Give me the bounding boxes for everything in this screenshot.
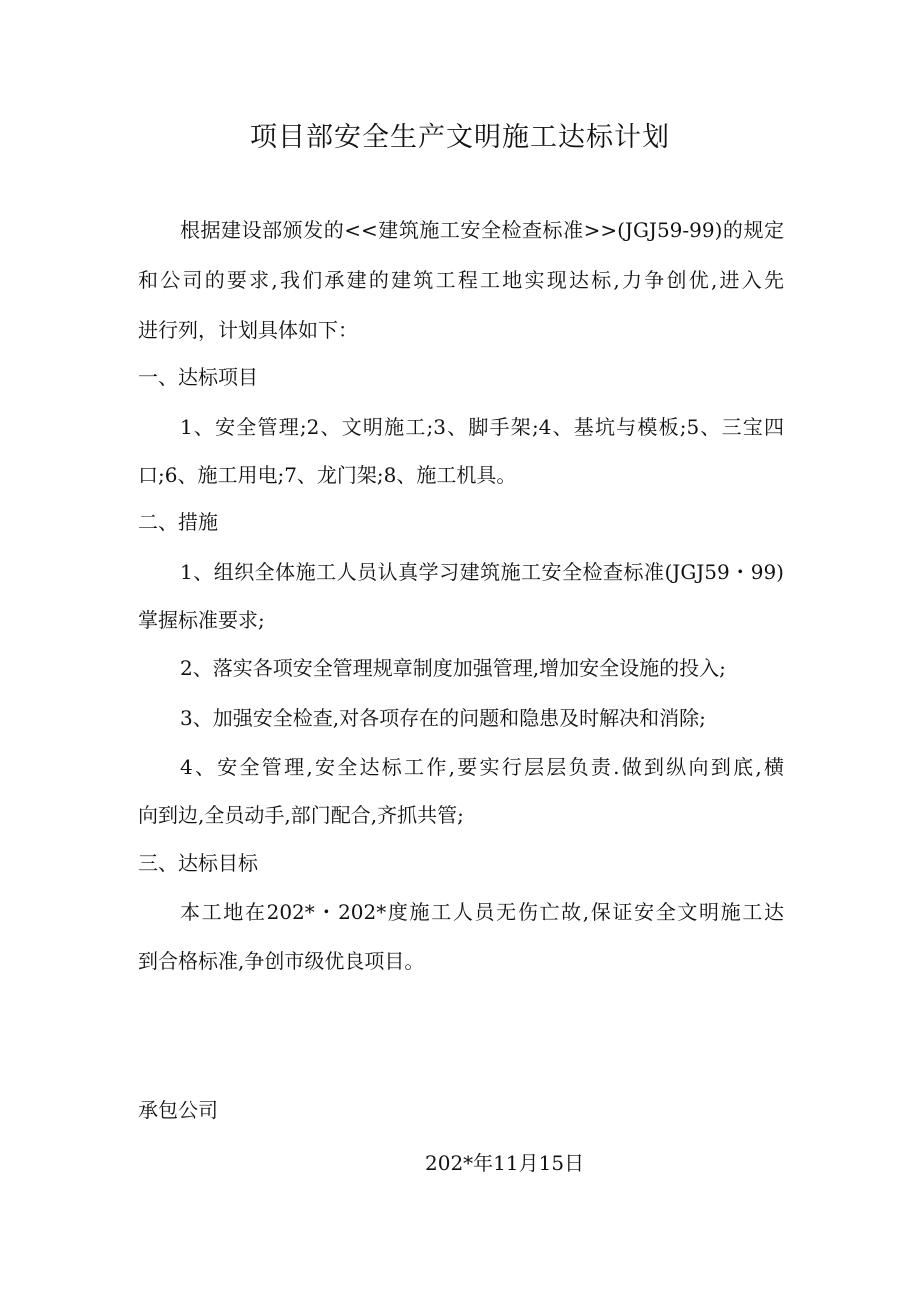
section-3-line-2: 到合格标准,争创市级优良项目。 [138, 949, 425, 973]
intro-line-2: 和公司的要求,我们承建的建筑工程工地实现达标,力争创优,进入先 [138, 268, 784, 292]
signature-company: 承包公司 [138, 1098, 218, 1122]
signature-date: 202*年11月15日 [425, 1151, 585, 1175]
document-title: 项目部安全生产文明施工达标计划 [250, 122, 670, 153]
section-1-heading: 一、达标项目 [138, 365, 258, 389]
intro-line-3: 进行列，计划具体如下： [138, 318, 358, 342]
intro-line-1: 根据建设部颁发的<<建筑施工安全检查标准>>(JGJ59-99)的规定 [180, 218, 784, 242]
section-1-line-2: 口;6、施工用电;7、龙门架;8、施工机具。 [138, 463, 517, 487]
section-2-item-3: 3、加强安全检查,对各项存在的问题和隐患及时解决和消除; [180, 706, 706, 730]
section-2-item-1-line-1: 1、组织全体施工人员认真学习建筑施工安全检查标准(JGJ59・99) [180, 560, 784, 584]
section-2-item-4-line-2: 向到边,全员动手,部门配合,齐抓共管; [138, 803, 464, 827]
section-2-item-2: 2、落实各项安全管理规章制度加强管理,增加安全设施的投入; [180, 656, 726, 680]
section-3-line-1: 本工地在202*・202*度施工人员无伤亡故,保证安全文明施工达 [180, 900, 784, 924]
section-2-heading: 二、措施 [138, 510, 218, 534]
section-2-item-1-line-2: 掌握标准要求; [138, 608, 265, 632]
section-2-item-4-line-1: 4、安全管理,安全达标工作,要实行层层负责.做到纵向到底,横 [180, 755, 784, 779]
section-1-line-1: 1、安全管理;2、文明施工;3、脚手架;4、基坑与模板;5、三宝四 [180, 415, 784, 439]
section-3-heading: 三、达标目标 [138, 851, 258, 875]
